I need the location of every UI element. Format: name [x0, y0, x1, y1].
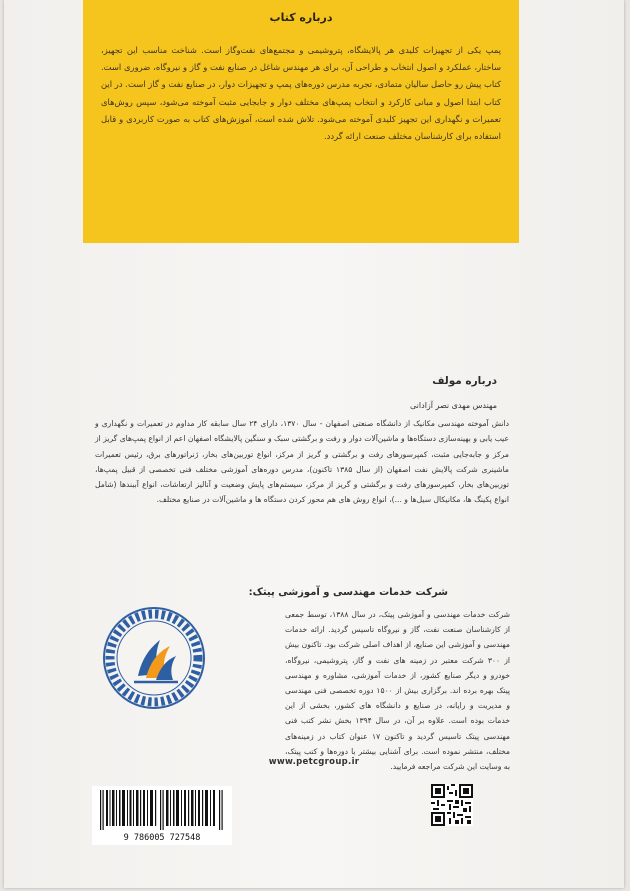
qr-code-icon [431, 784, 473, 826]
petc-logo-icon [100, 604, 208, 712]
about-author-text: دانش آموخته مهندسی مکانیک از دانشگاه صنعتی اصفهان - سال ۱۳۷۰، دارای ۲۴ سال سابقه کار مداوم در تعمیرات و نگهداری و عیب یابی و بهینه‌سازی دستگاه‌ها و ماشین‌آلات دوار و رفت و برگشتی سبک و سنگین پالایشگاه اصفهان اعم از انواع پمپ‌های گریز از مرکز و جابه‌جایی مثبت، کمپرسورهای رفت و برگشتی و گریز از مرکز، انواع توربین‌های بخار، ژنراتورهای برق، رئیس تعمیرات ماشینری شرکت پالایش نفت اصفهان (از سال ۱۳۸۵ تاکنون)، مدرس دوره‌های آموزشی مختلف فنی تخصصی از قبیل پمپ‌ها، توربین‌های بخار، کمپرسورهای رفت و برگشتی و گریز از مرکز، سیستم‌های پایش وضعیت و آنالیز ارتعاشات، انواع آببندها (شامل انواع پکینگ ها، مکانیکال سیل‌ها و ...)، انواع روش های هم محور کردن دستگاه ها و ماشین‌آلات در صنایع مختلف. [95, 419, 509, 505]
company-title: شرکت خدمات مهندسی و آموزشی پیتک: [248, 587, 448, 598]
website-url: www.petcgroup.ir [268, 757, 360, 767]
author-name: مهندس مهدی نصر آزادانی [410, 401, 497, 410]
about-book-text: پمپ یکی از تجهیزات کلیدی هر پالایشگاه، پتروشیمی و مجتمع‌های نفت‌وگاز است. شناخت مناسب این تجهیز، ساختار، عملکرد و اصول انتخاب و طراحی آن، برای هر مهندس شاغل در صنایع نفت و گاز و نیروگاه، ضروری است. کتاب پیش رو حاصل سالیان متمادی، تجربه مدرس دوره‌های پمپ و تجهیزات دوار، در صنایع نفت و گاز است. در این کتاب ابتدا اصول و مبانی کارکرد و انتخاب پمپ‌های مختلف دوار و جابجایی مثبت آموخته می‌شود، سپس روش‌های تعمیرات و نگهداری این تجهیز کلیدی آموخته می‌شود. تلاش شده است، آموزش‌های کتاب به صورت کاربردی و قابل استفاده برای کارشناسان مختلف صنعت ارائه گردد. [101, 45, 501, 142]
isbn-number: 9 786005 727548 [123, 833, 201, 843]
barcode-bars [98, 790, 226, 830]
book-back-cover [4, 0, 624, 888]
about-author-title: درباره مولف [432, 375, 497, 387]
about-book-box [83, 0, 519, 243]
company-text: شرکت خدمات مهندسی و آموزشی پیتک، در سال ۱۳۸۸، توسط جمعی از کارشناسان صنعت نفت، گاز و نیروگاه تاسیس گردید. ارائه خدمات مهندسی و آموزشی این صنایع، از اهداف اصلی شرکت بود. تاکنون بیش از ۳۰۰ شرکت معتبر در زمینه های نفت و گاز، پتروشیمی، نیروگاه، خودرو و دیگر صنایع کشور، از خدمات آموزشی، مشاوره و مهندسی پیتک بهره برده اند. برگزاری بیش از ۱۵۰۰ دوره تخصصی فنی مهندسی و مدیریت و رایانه، در صنایع و دانشگاه های کشور، بخشی از این خدمات بوده است. علاوه بر آن، در سال ۱۳۹۴ بخش نشر کتب فنی مهندسی پیتک تاسیس گردید و تاکنون ۱۷ عنوان کتاب در زمینه‌های مختلف، منتشر نموده است. برای آشنایی بیشتر با دوره‌ها و کتب پیتک، به وسایت این شرکت مراجعه فرمایید. [285, 610, 511, 772]
about-book-title: درباره کتاب [269, 11, 333, 24]
isbn-barcode [92, 786, 232, 845]
